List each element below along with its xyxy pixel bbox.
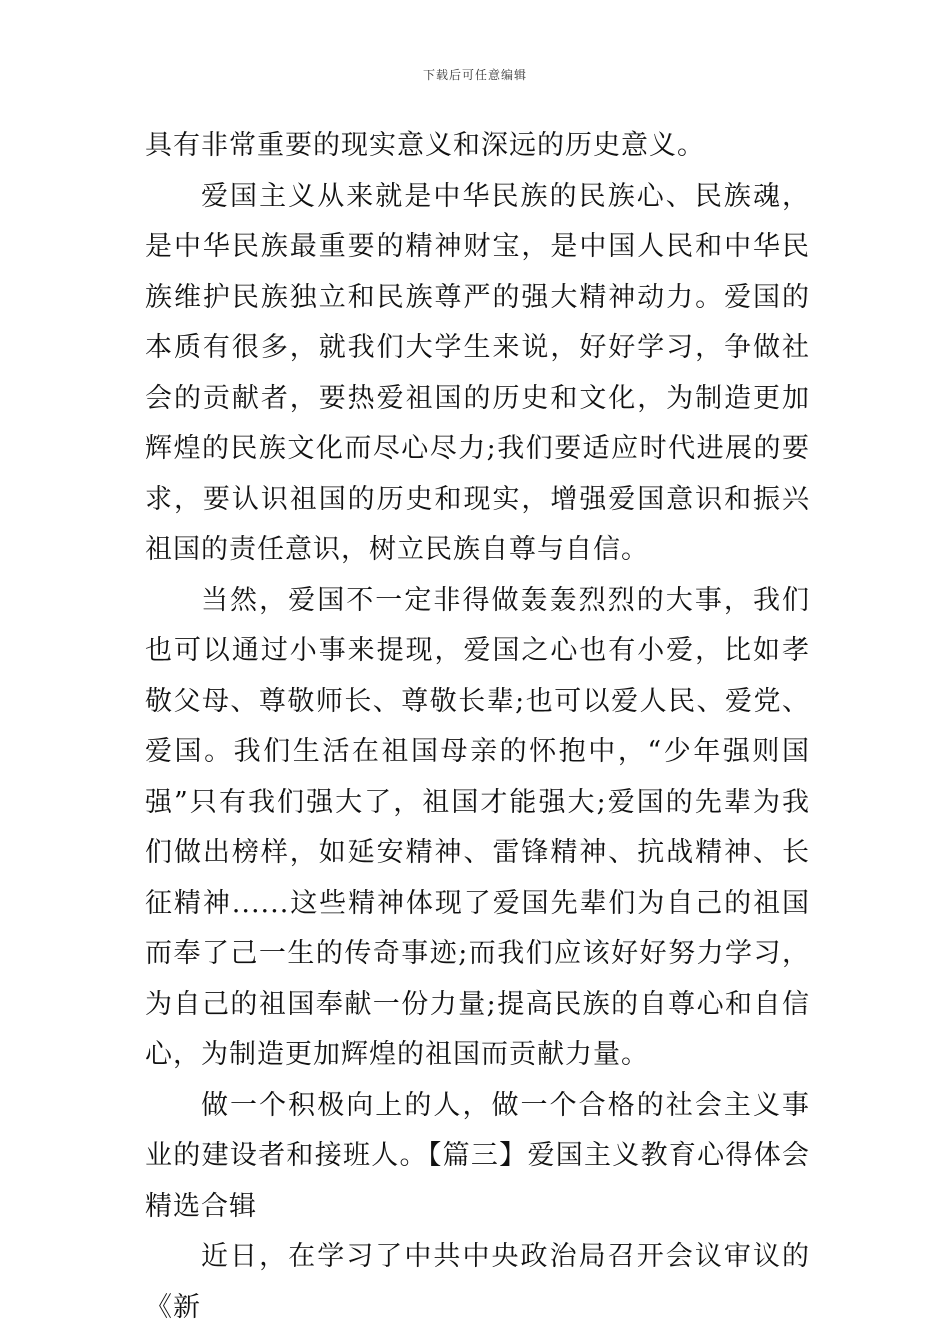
paragraph-small-things: 当然，爱国不一定非得做轰轰烈烈的大事，我们也可以通过小事来提现，爱国之心也有小爱，比如孝敬父母、尊敬师长、尊敬长辈;也可以爱人民、爱党、爱国。我们生活在祖国母亲的怀抱中，“少年强则国强”只有我们强大了，祖国才能强大;爱国的先辈为我们做出榜样，如延安精神、雷锋精神、抗战精神、长征精神......这些精神体现了爱国先辈们为自己的祖国而奉了己一生的传奇事迹;而我们应该好好努力学习，为自己的祖国奉献一份力量;提高民族的自尊心和自信心，为制造更加辉煌的祖国而贡献力量。: [145, 584, 810, 1070]
document-body: [145, 121, 810, 1333]
paragraph-builder-successor: 做一个积极向上的人，做一个合格的社会主义事业的建设者和接班人。【篇三】爱国主义教育心得体会精选合辑: [145, 1089, 810, 1222]
paragraph-recent-study: 近日，在学习了中共中央政治局召开会议审议的《新: [145, 1241, 810, 1323]
page-header: 下载后可任意编辑: [422, 68, 527, 82]
paragraph-continuation: 具有非常重要的现实意义和深远的历史意义。: [145, 130, 705, 161]
paragraph-patriotism-essence: 爱国主义从来就是中华民族的民族心、民族魂，是中华民族最重要的精神财宝，是中国人民和中华民族维护民族独立和民族尊严的强大精神动力。爱国的本质有很多，就我们大学生来说，好好学习，争做社会的贡献者，要热爱祖国的历史和文化，为制造更加辉煌的民族文化而尽心尽力;我们要适应时代进展的要求，要认识祖国的历史和现实，增强爱国意识和振兴祖国的责任意识，树立民族自尊与自信。: [145, 180, 810, 565]
